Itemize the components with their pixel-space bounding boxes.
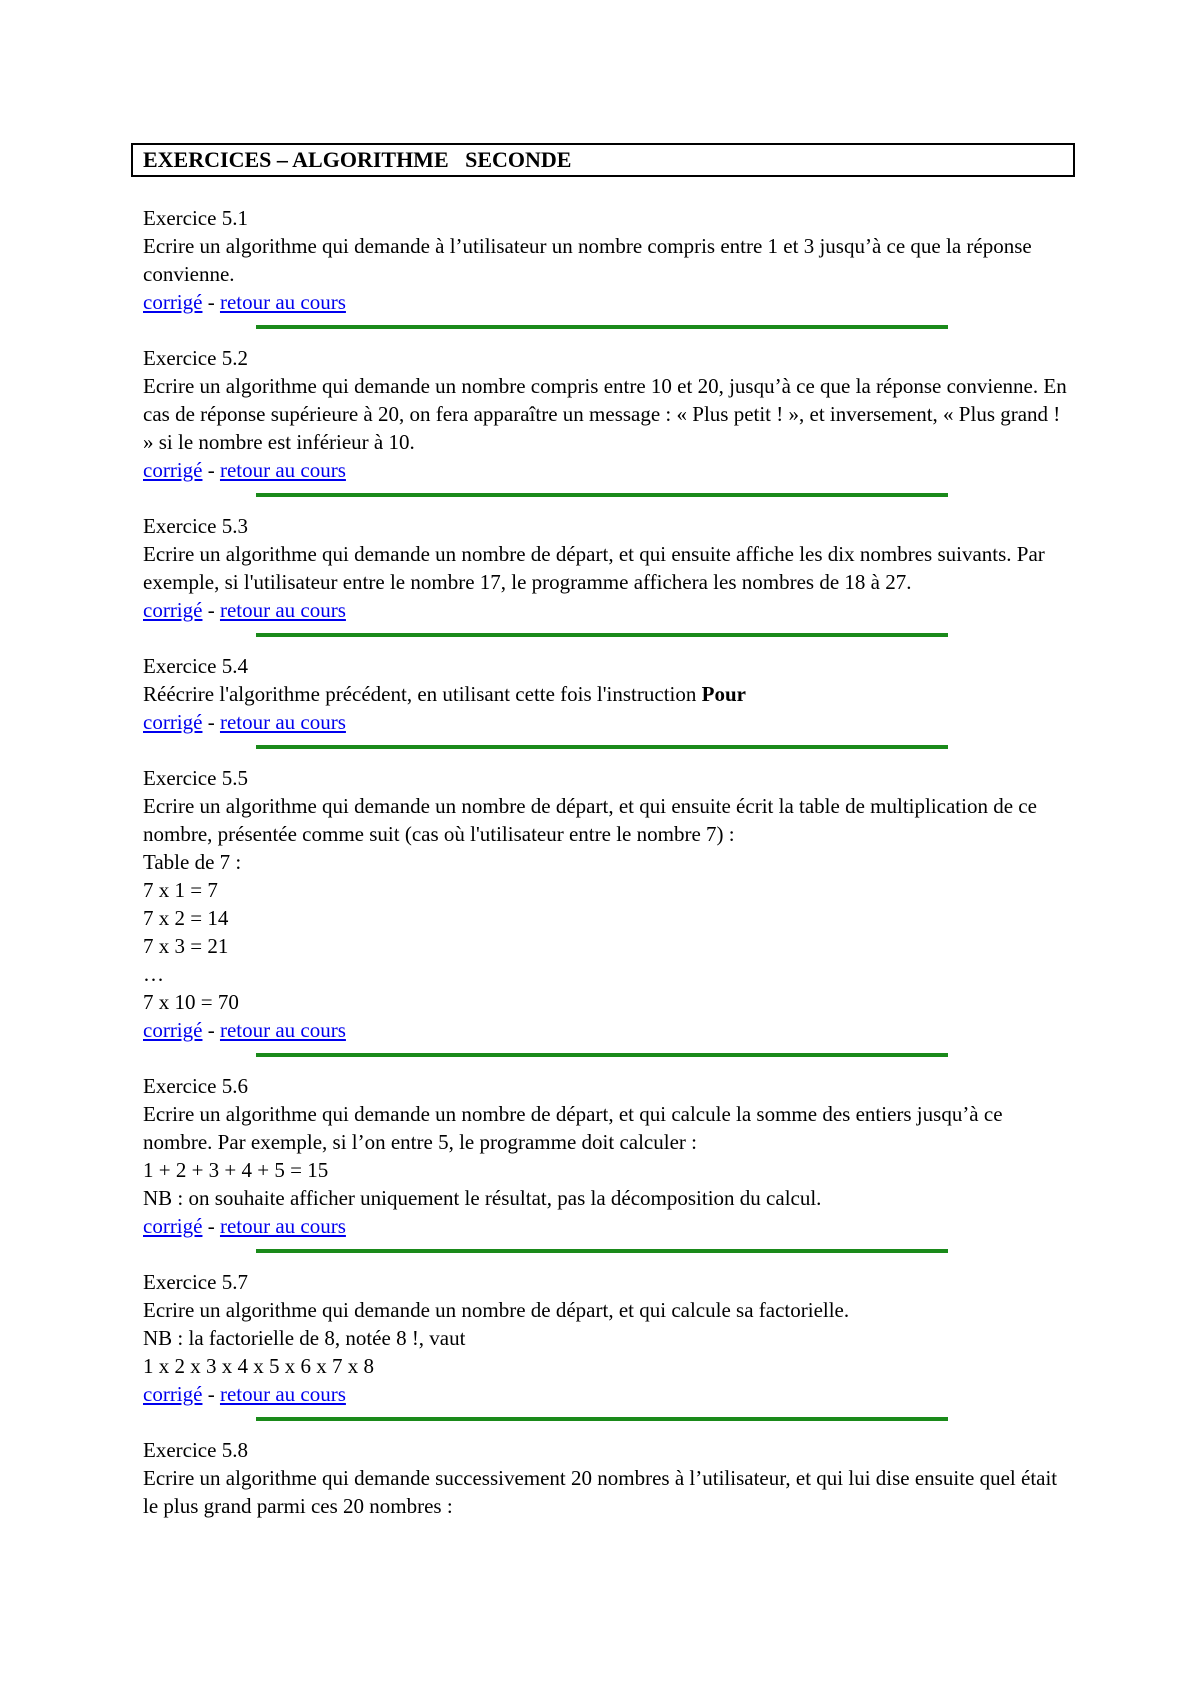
corrige-link[interactable]: corrigé: [143, 1018, 203, 1042]
exercise-text: Ecrire un algorithme qui demande un nombre compris entre 10 et 20, jusqu’à ce que la réponse convienne. En cas de réponse supérieure à 20, on fera apparaître un message : « Plus petit ! », et inversement, « Plus grand ! » si le nombre est inférieur à 10.: [143, 374, 1067, 454]
exercise-links: [143, 456, 1073, 484]
retour-au-cours-link[interactable]: retour au cours: [219, 458, 346, 482]
exercise-5-7: [143, 1268, 1073, 1408]
separator-rule: [256, 325, 948, 329]
retour-au-cours-link[interactable]: retour au cours: [219, 1018, 346, 1042]
separator-rule: [256, 633, 948, 637]
link-separator: -: [202, 1018, 220, 1042]
table-line: 7 x 10 = 70: [143, 990, 239, 1014]
link-separator: -: [202, 1382, 220, 1406]
exercise-text: Ecrire un algorithme qui demande un nombre de départ, et qui ensuite affiche les dix nombres suivants. Par exemple, si l'utilisateur entre le nombre 17, le programme affichera les nombres de 18 à 27.: [143, 542, 1045, 594]
retour-au-cours-link[interactable]: retour au cours: [219, 598, 346, 622]
exercise-note: NB : on souhaite afficher uniquement le résultat, pas la décomposition du calcul.: [143, 1186, 822, 1210]
retour-au-cours-link[interactable]: retour au cours: [219, 710, 346, 734]
exercise-5-6: [143, 1072, 1073, 1240]
exercise-text: [143, 680, 1073, 708]
exercise-heading: Exercice 5.8: [143, 1438, 248, 1462]
link-separator: -: [202, 290, 220, 314]
exercise-text: Ecrire un algorithme qui demande un nombre de départ, et qui ensuite écrit la table de multiplication de ce nombre, présentée comme suit (cas où l'utilisateur entre le nombre 7) :: [143, 794, 1037, 846]
exercise-links: [143, 1212, 1073, 1240]
exercise-links: [143, 288, 1073, 316]
exercise-heading: Exercice 5.3: [143, 514, 248, 538]
retour-au-cours-link[interactable]: retour au cours: [219, 290, 346, 314]
exercise-links: [143, 1016, 1073, 1044]
table-title: Table de 7 :: [143, 850, 242, 874]
table-line: 7 x 2 = 14: [143, 906, 229, 930]
exercise-heading: Exercice 5.6: [143, 1074, 248, 1098]
corrige-link[interactable]: corrigé: [143, 290, 203, 314]
separator-rule: [256, 1053, 948, 1057]
page-title: EXERCICES – ALGORITHME SECONDE: [131, 143, 1075, 177]
exercise-heading: Exercice 5.4: [143, 654, 248, 678]
exercise-5-8: [143, 1436, 1073, 1520]
separator-rule: [256, 493, 948, 497]
exercise-text: Ecrire un algorithme qui demande un nombre de départ, et qui calcule sa factorielle.: [143, 1298, 850, 1322]
exercise-links: [143, 708, 1073, 736]
exercise-5-3: [143, 512, 1073, 624]
exercise-5-5: [143, 764, 1073, 1044]
link-separator: -: [202, 710, 220, 734]
exercise-5-1: [143, 204, 1073, 316]
separator-rule: [256, 1249, 948, 1253]
exercise-links: [143, 1380, 1073, 1408]
link-separator: -: [202, 598, 220, 622]
link-separator: -: [202, 1214, 220, 1238]
separator-rule: [256, 1417, 948, 1421]
exercise-note: NB : la factorielle de 8, notée 8 !, vaut: [143, 1326, 466, 1350]
exercise-5-4: [143, 652, 1073, 736]
corrige-link[interactable]: corrigé: [143, 1214, 203, 1238]
exercise-text: Ecrire un algorithme qui demande à l’utilisateur un nombre compris entre 1 et 3 jusqu’à ce que la réponse convienne.: [143, 234, 1032, 286]
example-sum: 1 + 2 + 3 + 4 + 5 = 15: [143, 1158, 329, 1182]
corrige-link[interactable]: corrigé: [143, 458, 203, 482]
table-line: 7 x 3 = 21: [143, 934, 229, 958]
exercise-heading: Exercice 5.7: [143, 1270, 248, 1294]
exercise-links: [143, 596, 1073, 624]
exercise-text: Ecrire un algorithme qui demande un nombre de départ, et qui calcule la somme des entiers jusqu’à ce nombre. Par exemple, si l’on entre 5, le programme doit calculer :: [143, 1102, 1003, 1154]
exercise-5-2: [143, 344, 1073, 484]
retour-au-cours-link[interactable]: retour au cours: [219, 1382, 346, 1406]
example-product: 1 x 2 x 3 x 4 x 5 x 6 x 7 x 8: [143, 1354, 374, 1378]
corrige-link[interactable]: corrigé: [143, 1382, 203, 1406]
exercise-list: [143, 204, 1073, 1520]
exercise-heading: Exercice 5.1: [143, 206, 248, 230]
separator-rule: [256, 745, 948, 749]
retour-au-cours-link[interactable]: retour au cours: [219, 1214, 346, 1238]
table-line: 7 x 1 = 7: [143, 878, 218, 902]
exercise-heading: Exercice 5.2: [143, 346, 248, 370]
keyword-pour: Pour: [701, 682, 746, 706]
exercise-heading: Exercice 5.5: [143, 766, 248, 790]
corrige-link[interactable]: corrigé: [143, 598, 203, 622]
exercise-text-plain: Réécrire l'algorithme précédent, en utilisant cette fois l'instruction: [143, 682, 702, 706]
table-ellipsis: …: [143, 962, 164, 986]
link-separator: -: [202, 458, 220, 482]
exercise-text: Ecrire un algorithme qui demande successivement 20 nombres à l’utilisateur, et qui lui dise ensuite quel était le plus grand parmi ces 20 nombres :: [143, 1466, 1058, 1518]
corrige-link[interactable]: corrigé: [143, 710, 203, 734]
